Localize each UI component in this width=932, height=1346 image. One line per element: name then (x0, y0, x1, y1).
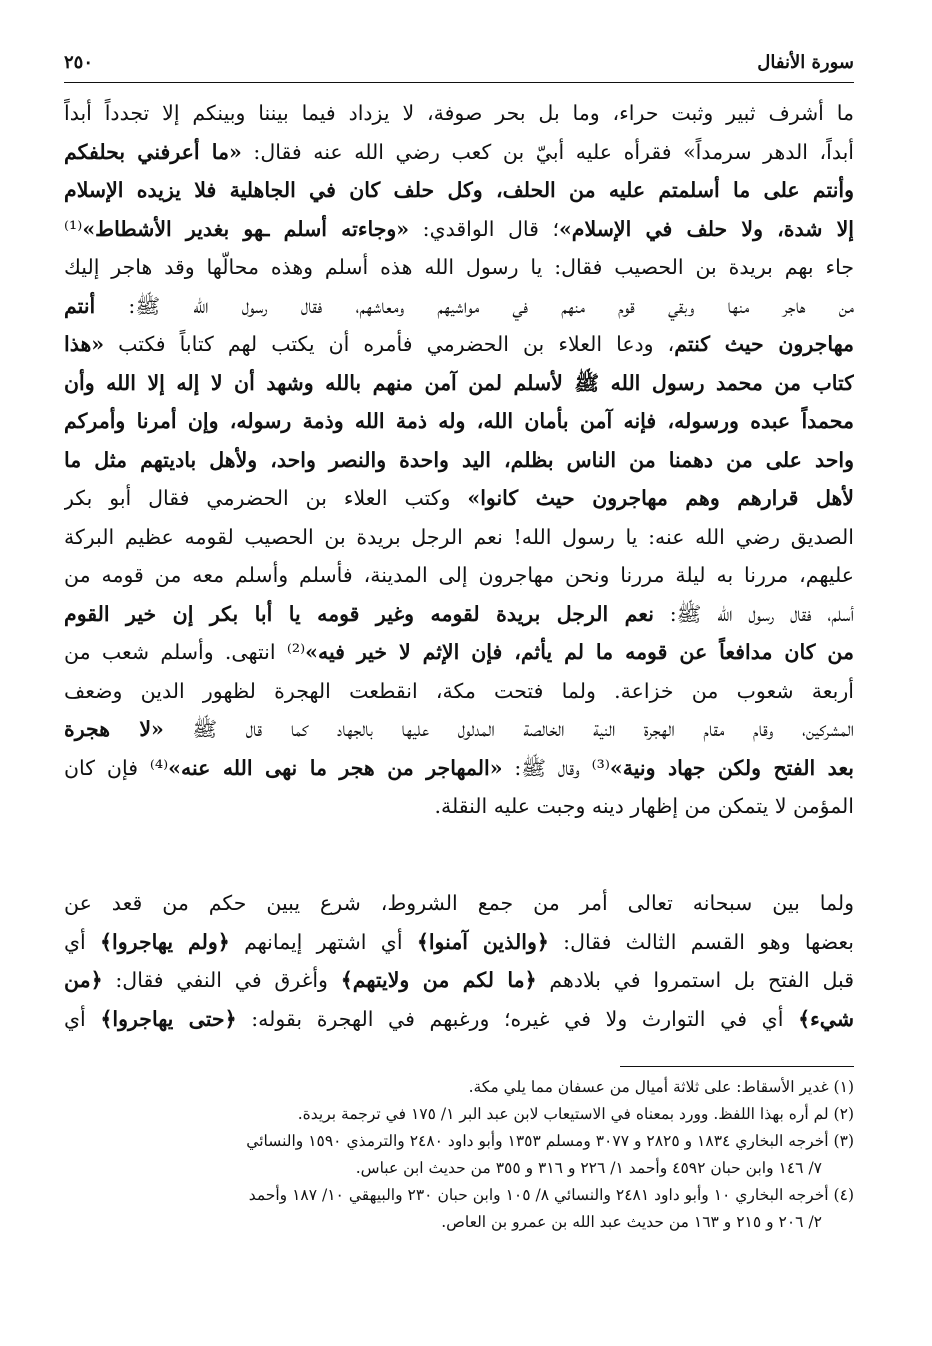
footnote-number: (٤) (833, 1186, 854, 1204)
bold-quote-segment: ﴿ما لكم من ولايتهم﴾ (340, 968, 537, 992)
text-segment: المؤمن لا يتمكن من إظهار دينه وجبت عليه النقلة. (434, 794, 854, 818)
text-segment: أي (64, 929, 101, 954)
text-segment: قبل الفتح بل استمروا في بلادهم (536, 968, 854, 992)
text-line (64, 672, 854, 711)
footnote-text: ٧/ ١٤٦ وابن حبان ٤٥٩٢ وأحمد ١/ ٢٢٦ و ٣١٦ و ٣٥٥ من حديث ابن عباس. (355, 1159, 822, 1177)
footnote-number: (٣) (833, 1132, 854, 1150)
text-segment: بعضها وهو القسم الثالث فقال: (548, 929, 854, 954)
text-line (64, 749, 854, 788)
bold-quote-segment: «وجاءته أسلم ـهو بغدير الأشطاط» (82, 216, 410, 241)
footnote-item (64, 1101, 854, 1128)
bold-quote-segment: مهاجرون حيث كنتم (674, 332, 854, 356)
footnote-divider (620, 1066, 854, 1067)
text-line (64, 884, 854, 923)
bold-quote-segment: ﴿حتى يهاجروا﴾ (100, 1006, 237, 1031)
text-segment: أبداً، الدهر سرمداً» فقرأه عليه أبيّ بن كعب رضي الله عنه فقال: (241, 139, 854, 164)
text-segment: أي اشتهر إيمانهم (229, 929, 417, 954)
text-segment: أسلم، فقال رسول الله ﷺ: (653, 601, 854, 626)
text-line (64, 325, 854, 364)
text-line (64, 961, 854, 1000)
text-segment: ⁽³⁾ وقال ﷺ: (502, 755, 610, 780)
text-segment: ⁽²⁾ انتهى. وأسلم شعب من (64, 640, 306, 664)
bold-quote-segment: «لا هجرة (64, 717, 164, 741)
footnotes (64, 1074, 854, 1236)
page-header (64, 52, 854, 80)
footnote-item (64, 1074, 854, 1101)
bold-quote-segment: من كان مدافعاً عن قومه ما لم يأثم، فإن الإثم لا خير فيه» (305, 640, 854, 664)
footnote-text: ٢/ ٢٠٦ و ٢١٥ و ١٦٣ من حديث عبد الله بن عمرو بن العاص. (441, 1213, 822, 1231)
text-line (64, 364, 854, 403)
text-line (64, 1000, 854, 1039)
surah-title: سورة الأنفال (757, 52, 854, 73)
text-line (64, 518, 854, 557)
text-segment: ، ودعا العلاء بن الحضرمي فأمره أن يكتب لهم كتاباً فكتب (104, 332, 675, 356)
footnote-text: أخرجه البخاري ١٨٣٤ و ٢٨٢٥ و ٣٠٧٧ ومسلم ١٣٥٣ وأبو داود ٢٤٨٠ والترمذي ١٥٩٠ والنسائي (246, 1132, 829, 1150)
bold-quote-segment: وأنتم على ما أسلمتم عليه من الحلف، وكل حلف كان في الجاهلية فلا يزيده الإسلام (64, 178, 854, 202)
text-line (64, 94, 854, 133)
text-segment: ⁽⁴⁾ فإن كان (64, 755, 169, 780)
bold-quote-segment: أنتم (64, 293, 96, 318)
bold-quote-segment: شيء﴾ (798, 1006, 854, 1031)
bold-quote-segment: إلا شدة، ولا حلف في الإسلام» (558, 216, 854, 241)
text-line (64, 402, 854, 441)
text-segment: ⁽¹⁾ (64, 216, 83, 241)
text-segment: أي (64, 1006, 101, 1031)
bold-quote-segment: لأهل قرارهم وهم مهاجرون حيث كانوا» (467, 486, 854, 510)
second-paragraph (64, 884, 854, 1038)
bold-quote-segment: كتاب من محمد رسول الله ﷺ لأسلم لمن آمن منهم بالله وشهد أن لا إله إلا الله وأن (64, 370, 854, 395)
footnote-item (64, 1182, 854, 1236)
footnote-number: (١) (833, 1078, 854, 1096)
text-segment: ما أشرف ثبير وثبت حراء، وما بل بحر صوفة، لا يزداد فيما بيننا وبينكم إلا تجدداً أبداً (64, 101, 854, 125)
footnote-text: أخرجه البخاري ١٠ وأبو داود ٢٤٨١ والنسائي ٨/ ١٠٥ وابن حبان ٢٣٠ والبيهقي ١٠/ ١٨٧ وأحمد (248, 1186, 829, 1204)
text-line (64, 248, 854, 287)
text-line (64, 923, 854, 962)
text-segment: ولما بين سبحانه تعالى أمر من جمع الشروط، شرع يبين حكم من قعد عن (64, 891, 854, 915)
text-segment: أي في التوارث ولا في غيره؛ ورغبهم في الهجرة بقوله: (236, 1006, 799, 1031)
bold-quote-segment: ﴿والذين آمنوا﴾ (416, 929, 549, 954)
bold-quote-segment: ﴿من (64, 968, 103, 992)
text-line (64, 171, 854, 210)
text-line (64, 287, 854, 326)
page-number: ٢٥٠ (64, 52, 94, 73)
footnote-text: غدير الأسقاط: على ثلاثة أميال من عسفان مما يلي مكة. (468, 1078, 829, 1096)
text-segment: أربعة شعوب من خزاعة. ولما فتحت مكة، انقطعت الهجرة لظهور الدين وضعف (64, 678, 854, 703)
text-segment: من هاجر منها وبقي قوم منهم في مواشيهم ومعاشهم، فقال رسول الله ﷺ: (95, 293, 854, 318)
footnote-item (64, 1128, 854, 1182)
text-segment: عليهم، مررنا به ليلة مررنا ونحن مهاجرون إلى المدينة، فأسلم وأسلم معه من قومه من (64, 563, 854, 587)
text-line (64, 556, 854, 595)
text-line (64, 787, 854, 826)
bold-quote-segment: «المهاجر من هجر ما نهى الله عنه» (168, 755, 503, 780)
bold-quote-segment: محمداً عبده ورسوله، فإنه آمن بأمان الله، وله ذمة الله وذمة رسوله، وإن أمرنا وأمركم (64, 409, 854, 433)
bold-quote-segment: بعد الفتح ولكن جهاد ونية» (609, 755, 854, 780)
text-line (64, 595, 854, 634)
text-line (64, 479, 854, 518)
text-segment: ؛ قال الواقدي: (409, 216, 559, 241)
text-line (64, 133, 854, 172)
footnote-text: لم أره بهذا اللفظ. وورد بمعناه في الاستيعاب لابن عبد البر ١/ ١٧٥ في ترجمة بريدة. (297, 1105, 829, 1123)
text-line (64, 710, 854, 749)
text-segment: الصديق رضي الله عنه: يا رسول الله! نعم الرجل بريدة بن الحصيب لقومه عظيم البركة (64, 524, 854, 549)
text-segment: وأغرق في النفي فقال: (102, 968, 341, 992)
text-segment: وكتب العلاء بن الحضرمي فقال أبو بكر (64, 486, 468, 510)
header-divider (64, 82, 854, 83)
text-segment: جاء بهم بريدة بن الحصيب فقال: يا رسول الله هذه أسلم وهذه محالّها وقد هاجر إليك (64, 255, 854, 279)
text-line (64, 633, 854, 672)
bold-quote-segment: «ما أعرفني بحلفكم (64, 139, 242, 164)
footnote-number: (٢) (833, 1105, 854, 1123)
bold-quote-segment: «هذا (64, 332, 105, 356)
text-line (64, 441, 854, 480)
text-segment: المشركين، وقام مقام الهجرة النية الخالصة المدلول عليها بالجهاد كما قال ﷺ (163, 717, 854, 741)
bold-quote-segment: ﴿ولم يهاجروا﴾ (100, 929, 230, 954)
bold-quote-segment: نعم الرجل بريدة لقومه وغير قومه يا أبا بكر إن خير القوم (64, 601, 654, 626)
bold-quote-segment: واحد على من دهمنا من الناس بظلم، اليد واحدة والنصر واحد، ولأهل باديتهم مثل ما (64, 447, 854, 472)
text-line (64, 210, 854, 249)
main-text-block (64, 94, 854, 826)
